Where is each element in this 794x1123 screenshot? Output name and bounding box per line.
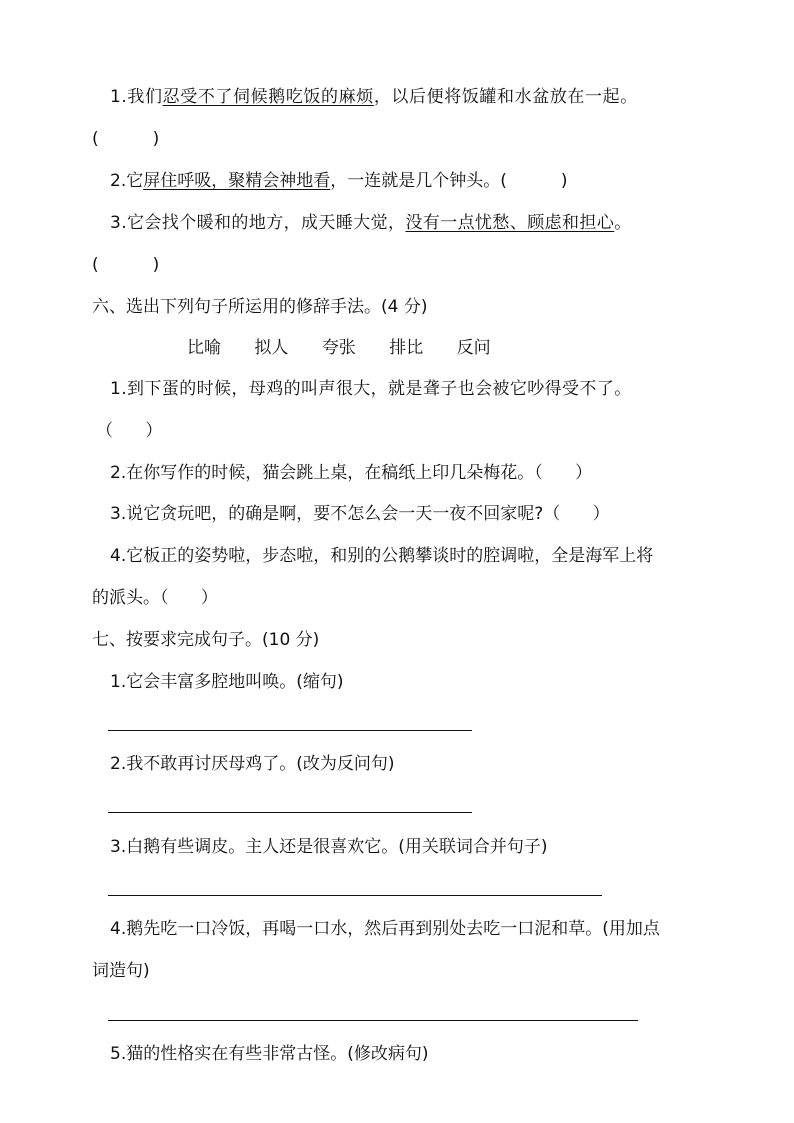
q5-item-1-answer-paren[interactable]: ( ): [92, 129, 160, 149]
q6-option-rhetorical-question: 反问: [456, 338, 491, 358]
q7-item-1-answer-line[interactable]: [108, 730, 472, 731]
q6-item-1-answer-paren[interactable]: （ ）: [96, 421, 163, 441]
q5-item-3-num: 3.: [110, 213, 128, 233]
q6-options: [187, 337, 491, 359]
q7-item-5: 5.猫的性格实在有些非常古怪。(修改病句): [110, 1044, 429, 1064]
q7-title: 七、按要求完成句子。(10 分): [92, 630, 320, 650]
q6-option-exaggeration: 夸张: [321, 338, 356, 358]
q5-item-3-answer-paren[interactable]: ( ): [92, 255, 160, 275]
q6-item-2: 2.在你写作的时候，猫会跳上桌，在稿纸上印几朵梅花。（ ）: [110, 463, 593, 483]
q6-option-simile: 比喻: [187, 338, 221, 358]
q5-item-2: [110, 170, 568, 192]
q6-option-personification: 拟人: [254, 338, 289, 358]
q6-item-4-continuation: 的派头。（ ）: [92, 588, 218, 608]
q5-item-1-num: 1.: [110, 87, 128, 107]
q5-item-1-post: ，以后便将饭罐和水盆放在一起。: [373, 87, 638, 107]
q7-item-2: 2.我不敢再讨厌母鸡了。(改为反问句): [110, 754, 395, 774]
q5-item-2-pre: 它: [126, 171, 144, 191]
q5-item-1-underlined: 忍受不了伺候鹅吃饭的麻烦: [162, 87, 374, 107]
q5-item-2-post[interactable]: ，一连就是几个钟头。( ): [330, 171, 568, 191]
q5-item-3-underlined: 没有一点忧愁、顾虑和担心: [405, 213, 615, 233]
q7-item-3-answer-line[interactable]: [108, 895, 602, 896]
q7-item-3: 3.白鹅有些调皮。主人还是很喜欢它。(用关联词合并句子): [110, 837, 548, 857]
q6-option-parallelism: 排比: [389, 338, 424, 358]
q7-item-4-answer-line[interactable]: [108, 1020, 638, 1021]
q7-item-2-answer-line[interactable]: [108, 812, 472, 813]
q6-item-4: 4.它板正的姿势啦，步态啦，和别的公鹅攀谈时的腔调啦，全是海军上将: [110, 546, 654, 566]
q7-item-1: 1.它会丰富多腔地叫唤。(缩句): [110, 672, 344, 692]
q5-item-3: [110, 212, 632, 234]
q7-item-4-continuation: 词造句): [92, 961, 150, 981]
q5-item-1-pre: 我们: [127, 87, 163, 107]
q5-item-1: [110, 86, 638, 108]
q5-item-2-underlined: 屏住呼吸，聚精会神地看: [143, 171, 331, 191]
q5-item-2-num: 2.: [110, 171, 127, 191]
q6-title: 六、选出下列句子所运用的修辞手法。(4 分): [92, 297, 428, 317]
q5-item-3-post: 。: [614, 213, 632, 233]
q7-item-4: 4.鹅先吃一口冷饭，再喝一口水，然后再到别处去吃一口泥和草。(用加点: [110, 919, 660, 939]
q6-item-1: 1.到下蛋的时候，母鸡的叫声很大，就是聋子也会被它吵得受不了。: [110, 379, 632, 399]
q5-item-3-pre: 它会找个暖和的地方，成天睡大觉，: [127, 213, 406, 233]
q6-item-3: 3.说它贪玩吧，的确是啊，要不怎么会一天一夜不回家呢?（ ）: [110, 504, 610, 524]
